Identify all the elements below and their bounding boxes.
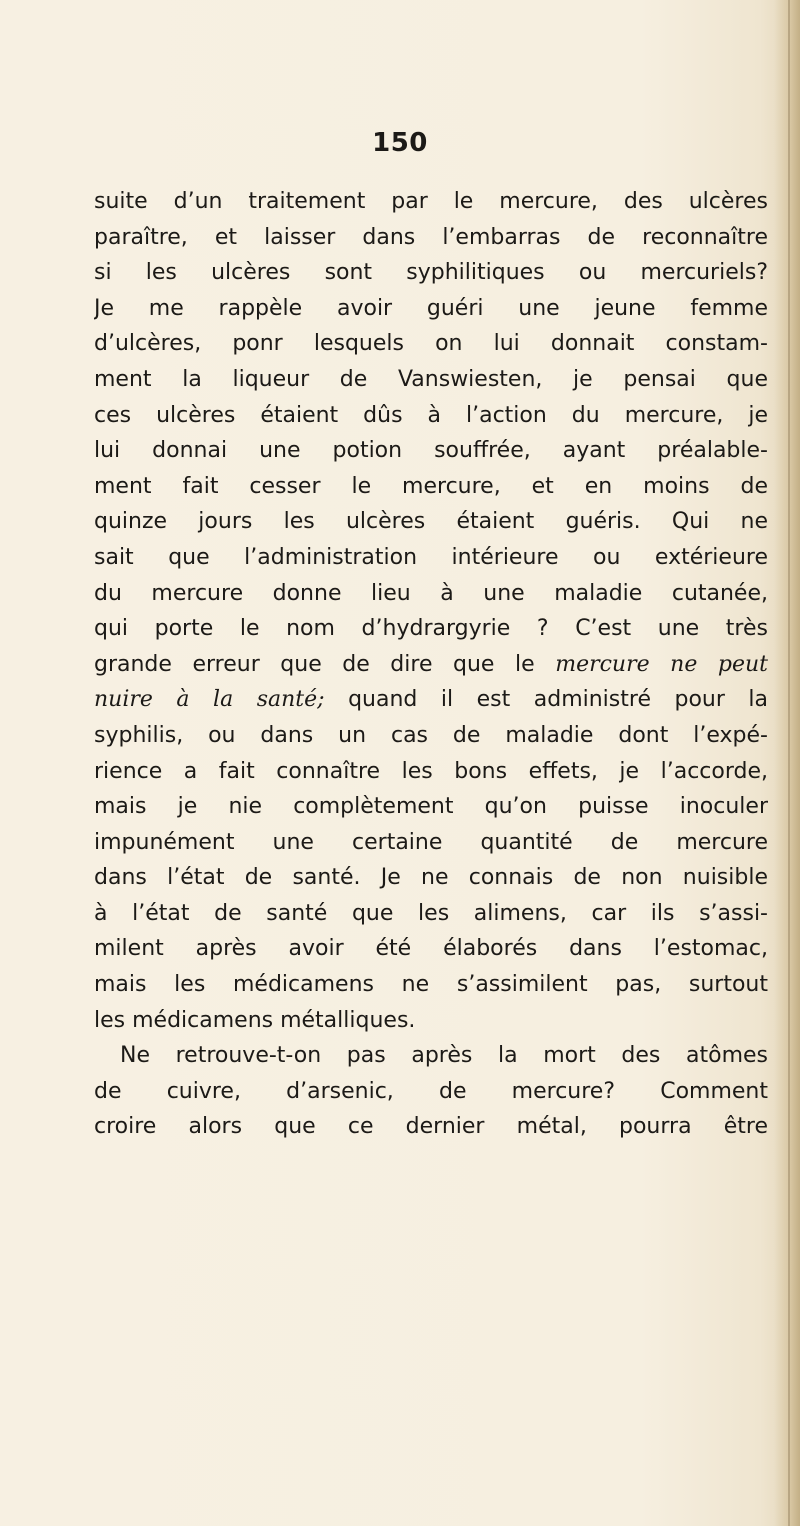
text-line: ces ulcères étaient dûs à l’action du mercure, je [94, 402, 768, 428]
text-line: Ne retrouve-t-on pas après la mort des atômes [120, 1043, 768, 1069]
text-line: de cuivre, d’arsenic, de mercure? Comment [94, 1078, 768, 1104]
text-line: quinze jours les ulcères étaient guéris. Qui ne [94, 509, 768, 535]
text-line: si les ulcères sont syphilitiques ou mercuriels? [94, 260, 768, 286]
italic-phrase: nuire à la santé; [94, 687, 325, 713]
italic-phrase: mercure ne peut [555, 651, 768, 677]
text-span: quand il est administré pour la [324, 687, 768, 713]
text-line [94, 682, 768, 718]
text-line: les médicamens métalliques. [94, 1007, 416, 1033]
page-edge-line [788, 0, 790, 1526]
text-line: syphilis, ou dans un cas de maladie dont l’expé- [94, 722, 768, 748]
text-line: Je me rappèle avoir guéri une jeune femme [94, 295, 768, 321]
text-line: qui porte le nom d’hydrargyrie ? C’est une très [94, 616, 768, 642]
text-line: dans l’état de santé. Je ne connais de non nuisible [94, 865, 768, 891]
text-line: milent après avoir été élaborés dans l’estomac, [94, 936, 768, 962]
text-line [94, 647, 768, 683]
text-line: à l’état de santé que les alimens, car ils s’assi- [94, 900, 768, 926]
text-line: sait que l’administration intérieure ou extérieure [94, 544, 768, 570]
text-line: croire alors que ce dernier métal, pourra être [94, 1114, 768, 1140]
text-line: rience a fait connaître les bons effets, je l’accorde, [94, 758, 768, 784]
text-line: suite d’un traitement par le mercure, des ulcères [94, 189, 768, 214]
text-line: du mercure donne lieu à une maladie cutanée, [94, 580, 768, 606]
text-line: lui donnai une potion souffrée, ayant préalable- [94, 438, 768, 464]
text-line: impunément une certaine quantité de mercure [94, 829, 768, 855]
body-text [94, 184, 768, 1145]
text-line: mais les médicamens ne s’assimilent pas, surtout [94, 972, 768, 998]
text-line: ment fait cesser le mercure, et en moins de [94, 473, 768, 499]
text-line: d’ulcères, ponr lesquels on lui donnait constam- [94, 331, 768, 357]
page-edge-shadow [774, 0, 800, 1526]
text-line: mais je nie complètement qu’on puisse inoculer [94, 794, 768, 820]
text-line: paraître, et laisser dans l’embarras de reconnaître [94, 224, 768, 250]
text-line: ment la liqueur de Vanswiesten, je pensai que [94, 366, 768, 392]
page-number: 150 [372, 128, 428, 158]
text-span: grande erreur que de dire que le [94, 651, 556, 677]
